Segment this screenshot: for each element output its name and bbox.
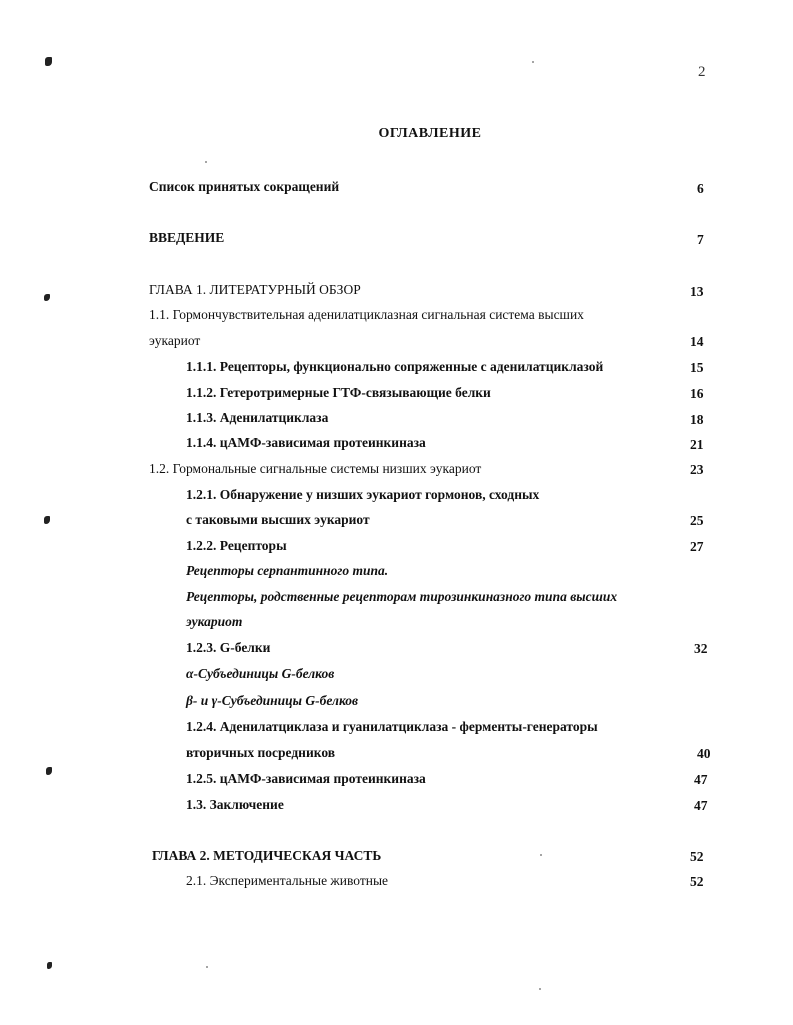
toc-page: 40 — [697, 746, 711, 761]
toc-entry: 1.2.2. Рецепторы — [186, 538, 287, 553]
binding-hole-mark — [44, 294, 50, 301]
toc-page: 7 — [697, 232, 704, 247]
toc-page: 16 — [690, 386, 704, 401]
binding-hole-mark — [44, 516, 50, 524]
toc-page: 21 — [690, 437, 704, 452]
toc-entry: β- и γ-Субъединицы G-белков — [186, 693, 359, 708]
toc-entry: Рецепторы, родственные рецепторам тирозинкиназного типа высших — [186, 589, 618, 604]
binding-hole-mark — [46, 767, 52, 775]
page-title: ОГЛАВЛЕНИЕ — [378, 126, 482, 141]
toc-page: 52 — [690, 874, 704, 889]
scan-speck — [540, 854, 542, 856]
scan-speck — [539, 988, 541, 990]
scan-speck — [206, 966, 208, 968]
toc-page: 47 — [694, 772, 708, 787]
toc-entry: 1.1.4. цАМФ-зависимая протеинкиназа — [186, 435, 426, 450]
toc-page: 15 — [690, 360, 704, 375]
page-number: 2 — [698, 64, 706, 80]
toc-entry: 1.2.4. Аденилатциклаза и гуанилатциклаза - ферменты-генераторы — [186, 719, 598, 734]
toc-entry-chapter-1: ГЛАВА 1. ЛИТЕРАТУРНЫЙ ОБЗОР — [149, 282, 361, 297]
toc-entry-introduction: ВВЕДЕНИЕ — [149, 230, 225, 245]
toc-entry: 1.1.2. Гетеротримерные ГТФ-связывающие белки — [186, 385, 491, 400]
toc-entry: с таковыми высших эукариот — [186, 512, 370, 527]
toc-entry-chapter-2: ГЛАВА 2. МЕТОДИЧЕСКАЯ ЧАСТЬ — [152, 848, 382, 863]
toc-page: 18 — [690, 412, 704, 427]
toc-page: 47 — [694, 798, 708, 813]
toc-entry: 1.1. Гормончувствительная аденилатциклазная сигнальная система высших — [149, 307, 584, 322]
toc-entry: эукариот — [186, 614, 243, 629]
toc-page: 6 — [697, 181, 704, 196]
toc-page: 13 — [690, 284, 704, 299]
toc-entry: 1.1.1. Рецепторы, функционально сопряженные с аденилатциклазой — [186, 359, 604, 374]
toc-entry: эукариот — [149, 333, 201, 348]
toc-entry: вторичных посредников — [186, 745, 336, 760]
toc-page: 52 — [690, 849, 704, 864]
toc-entry: 2.1. Экспериментальные животные — [186, 873, 389, 888]
toc-page: 32 — [694, 641, 708, 656]
binding-hole-mark — [45, 57, 52, 66]
scan-speck — [532, 61, 534, 63]
toc-page: 14 — [690, 334, 704, 349]
toc-page: 23 — [690, 462, 704, 477]
toc-entry: Рецепторы серпантинного типа. — [186, 563, 389, 578]
binding-hole-mark — [47, 962, 52, 969]
toc-entry: 1.2.1. Обнаружение у низших эукариот гормонов, сходных — [186, 487, 540, 502]
toc-entry: 1.2.5. цАМФ-зависимая протеинкиназа — [186, 771, 426, 786]
toc-entry: 1.3. Заключение — [186, 797, 284, 812]
toc-entry: 1.2.3. G-белки — [186, 640, 271, 655]
toc-entry: α-Субъединицы G-белков — [186, 666, 335, 681]
toc-entry: 1.1.3. Аденилатциклаза — [186, 410, 329, 425]
toc-entry-abbreviations: Список принятых сокращений — [149, 179, 340, 194]
toc-page: 25 — [690, 513, 704, 528]
scan-speck — [205, 161, 207, 163]
toc-entry: 1.2. Гормональные сигнальные системы низших эукариот — [149, 461, 482, 476]
toc-page: 27 — [690, 539, 704, 554]
